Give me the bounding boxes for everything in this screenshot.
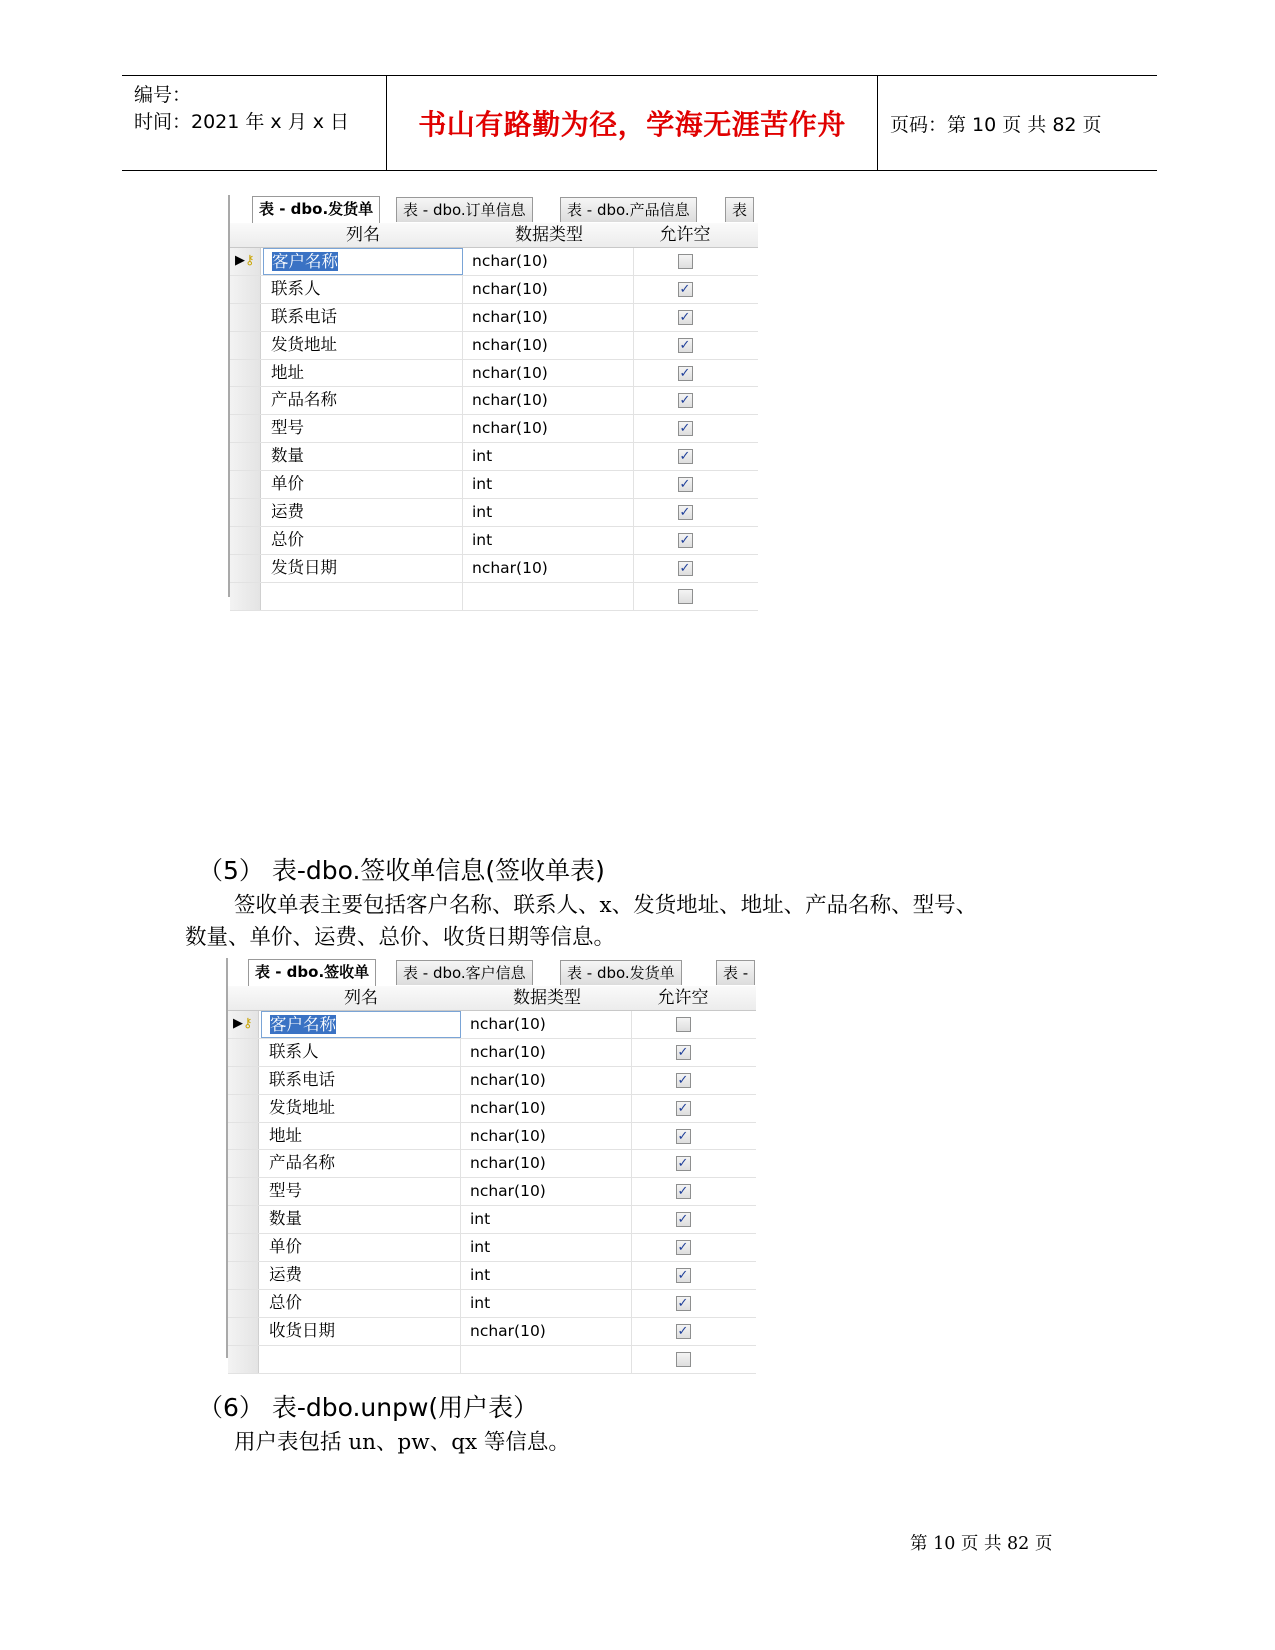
data-type-cell[interactable]: nchar(10) <box>462 1011 632 1038</box>
column-name-cell[interactable] <box>263 276 463 303</box>
column-name-text: 发货日期 <box>271 557 337 577</box>
allow-null-cell <box>633 1011 733 1038</box>
data-type-cell[interactable]: nchar(10) <box>464 332 634 359</box>
row-selector[interactable] <box>230 387 261 414</box>
data-type-cell[interactable]: int <box>464 499 634 526</box>
column-name-text: 客户名称 <box>272 252 338 271</box>
allow-null-cell <box>635 499 735 526</box>
table-row[interactable] <box>228 1123 756 1151</box>
allow-null-checkbox[interactable]: ✓ <box>676 1184 691 1199</box>
row-selector[interactable] <box>228 1318 259 1345</box>
column-name-text: 联系电话 <box>271 306 337 326</box>
data-type-cell[interactable]: nchar(10) <box>464 248 634 275</box>
motto: 书山有路勤为径，学海无涯苦作舟 <box>418 108 846 141</box>
data-type-cell[interactable]: nchar(10) <box>464 387 634 414</box>
allow-null-cell <box>635 583 735 610</box>
row-selector[interactable] <box>230 583 261 610</box>
table-row[interactable] <box>228 1290 756 1318</box>
column-name-text: 产品名称 <box>271 390 337 410</box>
allow-null-cell <box>633 1206 733 1233</box>
allow-null-cell <box>635 415 735 442</box>
row-selector[interactable] <box>230 443 261 470</box>
column-name-cell[interactable] <box>261 1346 461 1373</box>
column-name-text: 数量 <box>269 1209 302 1229</box>
allow-null-cell <box>633 1178 733 1205</box>
tab-qianshoudan[interactable]: 表 - dbo.签收单 <box>248 959 376 986</box>
allow-null-checkbox[interactable]: ✓ <box>678 449 693 464</box>
allow-null-cell <box>633 1346 733 1373</box>
allow-null-checkbox[interactable] <box>678 254 693 269</box>
data-type-cell[interactable]: nchar(10) <box>464 276 634 303</box>
data-type-cell[interactable]: int <box>462 1290 632 1317</box>
allow-null-cell <box>633 1095 733 1122</box>
row-selector[interactable] <box>230 471 261 498</box>
allow-null-checkbox[interactable]: ✓ <box>678 477 693 492</box>
time-label: 时间：2021 年 x 月 x 日 <box>134 111 350 133</box>
column-name-cell[interactable] <box>263 499 463 526</box>
column-name-cell[interactable] <box>261 1123 461 1150</box>
row-selector[interactable] <box>228 1262 259 1289</box>
data-type-cell[interactable] <box>462 1346 632 1373</box>
allow-null-cell <box>635 276 735 303</box>
table-row[interactable] <box>228 1178 756 1206</box>
column-name-cell[interactable] <box>261 1262 461 1289</box>
table-row[interactable] <box>230 360 758 388</box>
data-type-cell[interactable]: nchar(10) <box>462 1067 632 1094</box>
table-designer-fahuodan <box>228 195 758 597</box>
tab-kehu-xinxi[interactable]: 表 - dbo.客户信息 <box>396 960 533 985</box>
table-row[interactable] <box>230 527 758 555</box>
row-selector[interactable] <box>228 1039 259 1066</box>
column-name-cell[interactable] <box>263 387 463 414</box>
table-row[interactable] <box>228 1346 756 1374</box>
column-name-cell[interactable] <box>263 555 463 582</box>
table-row[interactable] <box>228 1011 756 1039</box>
table-row[interactable] <box>230 276 758 304</box>
section-6-para: 用户表包括 un、pw、qx 等信息。 <box>234 1430 570 1455</box>
row-selector[interactable] <box>228 1150 259 1177</box>
header-motto-cell <box>387 76 878 170</box>
table-row[interactable] <box>228 1095 756 1123</box>
column-name-text: 总价 <box>271 529 304 549</box>
column-name-text: 总价 <box>269 1292 302 1312</box>
column-name-cell[interactable] <box>263 583 463 610</box>
allow-null-checkbox[interactable]: ✓ <box>676 1296 691 1311</box>
column-header-name[interactable]: 列名 <box>344 988 378 1008</box>
column-name-cell[interactable] <box>261 1318 461 1345</box>
allow-null-checkbox[interactable]: ✓ <box>676 1101 691 1116</box>
data-type-cell[interactable]: nchar(10) <box>464 415 634 442</box>
allow-null-cell <box>633 1067 733 1094</box>
data-type-cell[interactable]: nchar(10) <box>462 1123 632 1150</box>
allow-null-checkbox[interactable]: ✓ <box>678 421 693 436</box>
row-selector[interactable] <box>230 415 261 442</box>
table-row[interactable] <box>230 471 758 499</box>
data-type-cell[interactable]: int <box>464 443 634 470</box>
data-type-cell[interactable]: nchar(10) <box>462 1178 632 1205</box>
column-header-name[interactable]: 列名 <box>346 225 380 245</box>
column-name-cell[interactable] <box>263 443 463 470</box>
tab-more[interactable]: 表 - <box>716 960 755 985</box>
column-name-cell[interactable] <box>261 1067 461 1094</box>
allow-null-cell <box>635 387 735 414</box>
column-header-nullable[interactable]: 允许空 <box>657 988 709 1008</box>
allow-null-cell <box>633 1150 733 1177</box>
row-selector[interactable] <box>228 1206 259 1233</box>
allow-null-checkbox[interactable]: ✓ <box>676 1212 691 1227</box>
allow-null-cell <box>633 1123 733 1150</box>
data-type-cell[interactable]: int <box>462 1206 632 1233</box>
row-selector[interactable] <box>230 304 261 331</box>
page-info: 页码：第 10 页 共 82 页 <box>890 113 1102 136</box>
column-name-cell[interactable] <box>263 248 463 275</box>
table-row[interactable] <box>228 1262 756 1290</box>
header-right-cell <box>878 76 1157 170</box>
column-name-cell[interactable] <box>261 1178 461 1205</box>
row-selector[interactable] <box>230 248 261 275</box>
table-row[interactable] <box>230 583 758 611</box>
table-designer-qianshoudan <box>226 958 756 1358</box>
designer-tab-strip <box>228 958 756 987</box>
tab-fahuodan[interactable]: 表 - dbo.发货单 <box>560 960 682 985</box>
allow-null-cell <box>635 443 735 470</box>
allow-null-cell <box>635 555 735 582</box>
allow-null-cell <box>633 1262 733 1289</box>
column-name-cell[interactable] <box>263 527 463 554</box>
row-selector[interactable] <box>228 1290 259 1317</box>
row-selector[interactable] <box>228 1234 259 1261</box>
table-row[interactable] <box>228 1039 756 1067</box>
allow-null-checkbox[interactable]: ✓ <box>676 1156 691 1171</box>
allow-null-cell <box>635 527 735 554</box>
table-row[interactable] <box>228 1206 756 1234</box>
allow-null-cell <box>633 1234 733 1261</box>
row-selector[interactable] <box>230 499 261 526</box>
column-name-text: 发货地址 <box>269 1097 335 1117</box>
data-type-cell[interactable]: nchar(10) <box>462 1150 632 1177</box>
column-header-nullable[interactable]: 允许空 <box>659 225 711 245</box>
allow-null-checkbox[interactable]: ✓ <box>678 310 693 325</box>
column-header-type[interactable]: 数据类型 <box>515 225 583 245</box>
data-type-cell[interactable]: nchar(10) <box>464 304 634 331</box>
allow-null-cell <box>633 1290 733 1317</box>
column-name-cell[interactable] <box>263 304 463 331</box>
column-name-cell[interactable] <box>261 1011 461 1038</box>
designer-tab-strip <box>230 195 758 224</box>
row-selector[interactable] <box>230 360 261 387</box>
row-selector[interactable] <box>228 1067 259 1094</box>
row-selector[interactable] <box>228 1346 259 1373</box>
column-name-text: 收货日期 <box>269 1320 335 1340</box>
column-name-cell[interactable] <box>263 471 463 498</box>
column-name-text: 型号 <box>269 1181 302 1201</box>
column-name-text: 发货地址 <box>271 334 337 354</box>
allow-null-checkbox[interactable]: ✓ <box>676 1324 691 1339</box>
column-name-cell[interactable] <box>261 1039 461 1066</box>
allow-null-checkbox[interactable]: ✓ <box>678 338 693 353</box>
page-header <box>122 75 1157 171</box>
column-name-cell[interactable] <box>263 360 463 387</box>
allow-null-checkbox[interactable] <box>676 1017 691 1032</box>
column-name-cell[interactable] <box>261 1290 461 1317</box>
column-name-text: 联系人 <box>271 278 321 298</box>
number-label: 编号： <box>134 84 192 106</box>
column-name-text: 单价 <box>269 1237 302 1257</box>
table-row[interactable] <box>228 1150 756 1178</box>
table-row[interactable] <box>230 443 758 471</box>
allow-null-cell <box>635 332 735 359</box>
allow-null-checkbox[interactable]: ✓ <box>676 1073 691 1088</box>
allow-null-cell <box>635 248 735 275</box>
column-name-text: 产品名称 <box>269 1153 335 1173</box>
data-type-cell[interactable]: nchar(10) <box>462 1318 632 1345</box>
row-selector[interactable] <box>230 332 261 359</box>
column-name-cell[interactable] <box>263 415 463 442</box>
column-name-text: 联系人 <box>269 1041 319 1061</box>
allow-null-checkbox[interactable]: ✓ <box>676 1240 691 1255</box>
allow-null-checkbox[interactable]: ✓ <box>678 505 693 520</box>
column-header-type[interactable]: 数据类型 <box>513 988 581 1008</box>
page-footer: 第 10 页 共 82 页 <box>910 1534 1053 1554</box>
data-type-cell[interactable] <box>464 583 634 610</box>
table-row[interactable] <box>230 555 758 583</box>
allow-null-checkbox[interactable]: ✓ <box>676 1129 691 1144</box>
allow-null-cell <box>633 1039 733 1066</box>
column-name-text: 运费 <box>269 1265 302 1285</box>
row-selector[interactable] <box>230 276 261 303</box>
table-row[interactable] <box>230 332 758 360</box>
data-type-cell[interactable]: nchar(10) <box>464 555 634 582</box>
section-5-heading: （5） 表-dbo.签收单信息(签收单表) <box>198 856 605 885</box>
allow-null-checkbox[interactable]: ✓ <box>676 1268 691 1283</box>
table-row[interactable] <box>230 415 758 443</box>
allow-null-checkbox[interactable]: ✓ <box>676 1045 691 1060</box>
row-selector[interactable] <box>228 1095 259 1122</box>
column-name-text: 运费 <box>271 502 304 522</box>
row-selector[interactable] <box>230 527 261 554</box>
data-type-cell[interactable]: nchar(10) <box>462 1095 632 1122</box>
data-type-cell[interactable]: nchar(10) <box>464 360 634 387</box>
data-type-cell[interactable]: int <box>464 471 634 498</box>
column-name-text: 数量 <box>271 446 304 466</box>
column-name-cell[interactable] <box>261 1095 461 1122</box>
data-type-cell[interactable]: int <box>462 1234 632 1261</box>
column-grid <box>230 223 758 611</box>
grid-header <box>228 986 756 1011</box>
data-type-cell[interactable]: int <box>462 1262 632 1289</box>
allow-null-checkbox[interactable]: ✓ <box>678 561 693 576</box>
allow-null-cell <box>635 304 735 331</box>
allow-null-checkbox[interactable]: ✓ <box>678 366 693 381</box>
column-name-text: 地址 <box>269 1125 302 1145</box>
tab-dingdan-xinxi[interactable]: 表 - dbo.订单信息 <box>396 197 533 222</box>
table-row[interactable] <box>228 1067 756 1095</box>
row-selector[interactable] <box>230 555 261 582</box>
section-5-para-line-2: 数量、单价、运费、总价、收货日期等信息。 <box>185 925 616 950</box>
allow-null-cell <box>633 1318 733 1345</box>
tab-fahuodan[interactable]: 表 - dbo.发货单 <box>252 196 380 223</box>
column-name-text: 型号 <box>271 418 304 438</box>
row-selector[interactable] <box>228 1011 259 1038</box>
data-type-cell[interactable]: int <box>464 527 634 554</box>
column-name-text: 单价 <box>271 474 304 494</box>
column-name-cell[interactable] <box>261 1206 461 1233</box>
grid-header <box>230 223 758 248</box>
allow-null-checkbox[interactable] <box>676 1352 691 1367</box>
column-name-text: 联系电话 <box>269 1069 335 1089</box>
column-name-cell[interactable] <box>261 1234 461 1261</box>
primary-key-icon: ▶⚷ <box>233 1016 253 1031</box>
allow-null-cell <box>635 360 735 387</box>
table-row[interactable] <box>230 248 758 276</box>
column-name-cell[interactable] <box>261 1150 461 1177</box>
row-selector[interactable] <box>228 1178 259 1205</box>
column-name-text: 客户名称 <box>270 1015 336 1034</box>
allow-null-checkbox[interactable]: ✓ <box>678 393 693 408</box>
table-row[interactable] <box>228 1318 756 1346</box>
table-row[interactable] <box>228 1234 756 1262</box>
row-selector[interactable] <box>228 1123 259 1150</box>
section-6-heading: （6） 表-dbo.unpw(用户表） <box>198 1393 539 1422</box>
tab-chanpin-xinxi[interactable]: 表 - dbo.产品信息 <box>560 197 697 222</box>
data-type-cell[interactable]: nchar(10) <box>462 1039 632 1066</box>
grid-rows <box>230 248 758 611</box>
allow-null-cell <box>635 471 735 498</box>
allow-null-checkbox[interactable] <box>678 589 693 604</box>
primary-key-icon: ▶⚷ <box>235 253 255 268</box>
header-left-cell <box>122 76 387 170</box>
table-row[interactable] <box>230 499 758 527</box>
allow-null-checkbox[interactable]: ✓ <box>678 533 693 548</box>
allow-null-checkbox[interactable]: ✓ <box>678 282 693 297</box>
tab-more[interactable]: 表 <box>725 197 754 222</box>
table-row[interactable] <box>230 387 758 415</box>
column-name-cell[interactable] <box>263 332 463 359</box>
column-grid <box>228 986 756 1374</box>
section-5-para-line-1: 签收单表主要包括客户名称、联系人、x、发货地址、地址、产品名称、型号、 <box>234 893 978 918</box>
column-name-text: 地址 <box>271 362 304 382</box>
grid-rows <box>228 1011 756 1374</box>
table-row[interactable] <box>230 304 758 332</box>
